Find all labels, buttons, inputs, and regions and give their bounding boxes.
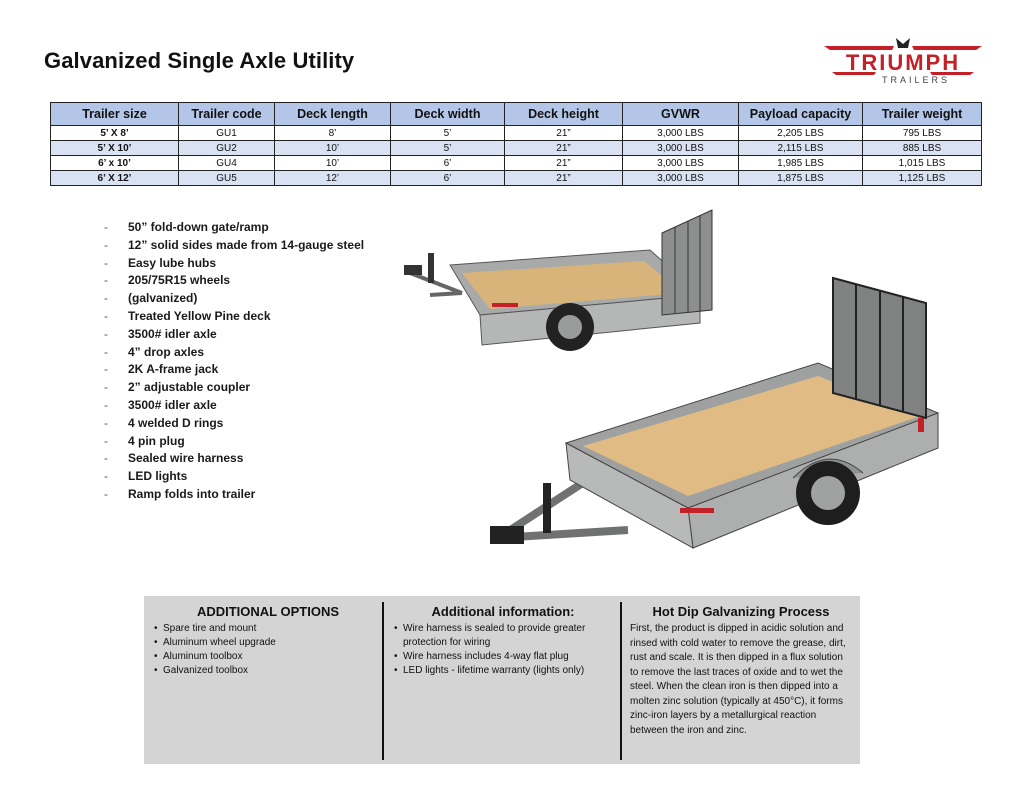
galvanizing-title: Hot Dip Galvanizing Process bbox=[652, 604, 830, 619]
table-cell: 5’ bbox=[391, 141, 505, 156]
list-item: - Ramp folds into trailer bbox=[104, 486, 256, 501]
table-cell: 1,875 LBS bbox=[739, 171, 863, 186]
triumph-logo bbox=[822, 36, 984, 88]
table-header-row bbox=[51, 103, 982, 126]
table-cell: 5’ X 8’ bbox=[51, 126, 179, 141]
list-item: • Wire harness includes 4-way flat plug bbox=[394, 650, 612, 664]
table-cell: 6’ bbox=[391, 171, 505, 186]
table-cell: 21” bbox=[505, 141, 623, 156]
table-cell: 21” bbox=[505, 171, 623, 186]
spec-table bbox=[50, 102, 982, 186]
table-cell: GU2 bbox=[179, 141, 275, 156]
table-cell: 10’ bbox=[275, 141, 391, 156]
list-item: - Treated Yellow Pine deck bbox=[104, 308, 271, 323]
additional-info-column bbox=[394, 604, 612, 678]
table-cell: GU1 bbox=[179, 126, 275, 141]
table-cell: 5’ bbox=[391, 126, 505, 141]
list-item: - 2” adjustable coupler bbox=[104, 380, 251, 395]
table-cell: 795 LBS bbox=[863, 126, 982, 141]
list-item: - 4” drop axles bbox=[104, 344, 205, 359]
table-cell: 2,205 LBS bbox=[739, 126, 863, 141]
feature-list bbox=[104, 219, 364, 504]
table-cell: 10’ bbox=[275, 156, 391, 171]
header-cell: Payload capacity bbox=[739, 103, 863, 126]
logo-word: TRIUMPH bbox=[845, 50, 961, 75]
list-item: - 3500# idler axle bbox=[104, 397, 217, 412]
additional-options-column bbox=[154, 604, 382, 678]
list-item: • Galvanized toolbox bbox=[154, 664, 382, 678]
trailer-image-large bbox=[488, 268, 948, 558]
table-cell: 21” bbox=[505, 156, 623, 171]
table-cell: 6’ x 10’ bbox=[51, 156, 179, 171]
table-row bbox=[51, 126, 982, 141]
table-cell: 1,985 LBS bbox=[739, 156, 863, 171]
table-cell: 1,015 LBS bbox=[863, 156, 982, 171]
table-cell: 2,115 LBS bbox=[739, 141, 863, 156]
table-row bbox=[51, 171, 982, 186]
table-cell: 3,000 LBS bbox=[623, 156, 739, 171]
column-divider bbox=[620, 602, 622, 760]
table-cell: 885 LBS bbox=[863, 141, 982, 156]
table-cell: 1,125 LBS bbox=[863, 171, 982, 186]
table-cell: GU5 bbox=[179, 171, 275, 186]
table-cell: 3,000 LBS bbox=[623, 141, 739, 156]
table-cell: 5’ X 10’ bbox=[51, 141, 179, 156]
table-cell: 3,000 LBS bbox=[623, 126, 739, 141]
list-item: • Wire harness is sealed to provide greater protection for wiring bbox=[394, 622, 612, 650]
list-item: • LED lights - lifetime warranty (lights only) bbox=[394, 664, 612, 678]
table-row bbox=[51, 156, 982, 171]
table-cell: 12’ bbox=[275, 171, 391, 186]
info-box bbox=[144, 596, 860, 764]
table-cell: 6’ X 12’ bbox=[51, 171, 179, 186]
list-item: - 3500# idler axle bbox=[104, 326, 217, 341]
galvanizing-column bbox=[630, 604, 852, 738]
table-row bbox=[51, 141, 982, 156]
header-cell: Trailer weight bbox=[863, 103, 982, 126]
page-title: Galvanized Single Axle Utility bbox=[44, 48, 355, 73]
table-cell: 8’ bbox=[275, 126, 391, 141]
list-item: - 12” solid sides made from 14-gauge steel bbox=[104, 237, 365, 252]
header-cell: Trailer size bbox=[51, 103, 179, 126]
header-cell: Trailer code bbox=[179, 103, 275, 126]
list-item: - Sealed wire harness bbox=[104, 451, 244, 466]
list-item: - 4 welded D rings bbox=[104, 415, 224, 430]
list-item: - LED lights bbox=[104, 469, 188, 484]
list-item: - 205/75R15 wheels bbox=[104, 273, 231, 288]
list-item: • Aluminum wheel upgrade bbox=[154, 636, 382, 650]
header-cell: GVWR bbox=[623, 103, 739, 126]
table-cell: 21” bbox=[505, 126, 623, 141]
header-cell: Deck length bbox=[275, 103, 391, 126]
list-item: - 50” fold-down gate/ramp bbox=[104, 220, 269, 234]
list-item: • Spare tire and mount bbox=[154, 622, 382, 636]
additional-title: Additional information: bbox=[431, 604, 575, 619]
galvanizing-text: First, the product is dipped in acidic solution and rinsed with cold water to remove the grease, dirt, rust and scale. It is then dipped in a flux solution to remove the last traces of oxide and to wet the steel. When the clean iron is then dipped into a molten zinc solution (typically at 450°C), it forms zinc-iron layers by a metallurgical reaction between the iron and zinc. bbox=[630, 623, 846, 736]
list-item: - 2K A-frame jack bbox=[104, 362, 219, 377]
table-cell: GU4 bbox=[179, 156, 275, 171]
options-title: ADDITIONAL OPTIONS bbox=[196, 604, 340, 619]
column-divider bbox=[382, 602, 384, 760]
list-item: - 4 pin plug bbox=[104, 433, 185, 448]
header-cell: Deck width bbox=[391, 103, 505, 126]
logo-sub: TRAILERS bbox=[882, 75, 951, 85]
list-item: - Easy lube hubs bbox=[104, 255, 217, 270]
list-item: - (galvanized) bbox=[104, 291, 198, 306]
table-cell: 3,000 LBS bbox=[623, 171, 739, 186]
table-cell: 6’ bbox=[391, 156, 505, 171]
header-cell: Deck height bbox=[505, 103, 623, 126]
list-item: • Aluminum toolbox bbox=[154, 650, 382, 664]
